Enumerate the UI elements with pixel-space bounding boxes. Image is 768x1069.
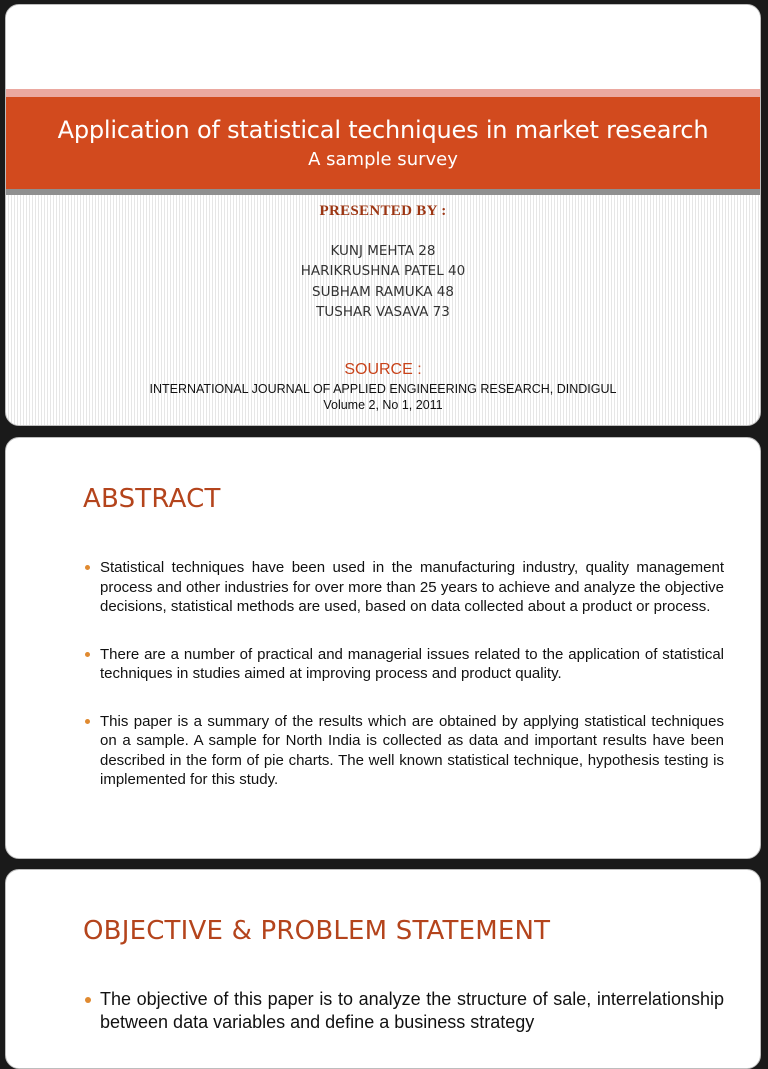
objective-slide: [5, 869, 761, 1069]
presented-by-label: PRESENTED BY :: [319, 203, 447, 219]
bullet-list: [83, 988, 724, 1034]
presenter-name: HARIKRUSHNA PATEL 40: [300, 263, 466, 280]
slide-title: Application of statistical techniques in market research: [57, 116, 709, 144]
bullet-item: [83, 558, 724, 617]
title-slide: [5, 4, 761, 426]
presenter-name: TUSHAR VASAVA 73: [316, 304, 450, 321]
presenter-list: [6, 241, 760, 323]
bullet-icon: [85, 565, 90, 570]
bullet-text: The objective of this paper is to analyze the structure of sale, interrelationship between data variables and define a business strategy: [100, 989, 724, 1032]
journal-volume: Volume 2, No 1, 2011: [323, 397, 443, 412]
source-label: SOURCE :: [344, 361, 422, 378]
slide-subtitle: A sample survey: [308, 149, 458, 170]
accent-stripe: [6, 89, 760, 97]
bullet-text: Statistical techniques have been used in the manufacturing industry, quality management process and other industries for over more than 25 years to achieve and analyze the objective decisions, statistical methods are used, based on data collected about a product or process.: [100, 559, 724, 615]
presenter-name: SUBHAM RAMUKA 48: [312, 283, 454, 300]
bullet-icon: [85, 997, 91, 1003]
bullet-item: [83, 712, 724, 790]
presenter-name: KUNJ MEHTA 28: [330, 243, 436, 259]
slide-heading: OBJECTIVE & PROBLEM STATEMENT: [83, 916, 551, 946]
divider-stripe: [6, 189, 760, 195]
bullet-text: This paper is a summary of the results which are obtained by applying statistical techniques on a sample. A sample for North India is collected as data and important results have been described in the form of pie charts. The well known statistical technique, hypothesis testing is implemented for this study.: [100, 712, 724, 788]
slide-heading: ABSTRACT: [83, 484, 221, 514]
bullet-item: [83, 645, 724, 684]
abstract-slide: [5, 437, 761, 859]
bullet-text: There are a number of practical and managerial issues related to the application of statistical techniques in studies aimed at improving process and product quality.: [100, 645, 724, 682]
journal-name: INTERNATIONAL JOURNAL OF APPLIED ENGINEERING RESEARCH, DINDIGUL: [149, 382, 617, 396]
title-band: [6, 97, 760, 189]
bullet-icon: [85, 719, 90, 724]
bullet-item: [83, 988, 724, 1034]
slide-top-area: [6, 5, 760, 89]
source-citation: [6, 382, 760, 413]
bullet-icon: [85, 652, 90, 657]
bullet-list: [83, 558, 724, 818]
